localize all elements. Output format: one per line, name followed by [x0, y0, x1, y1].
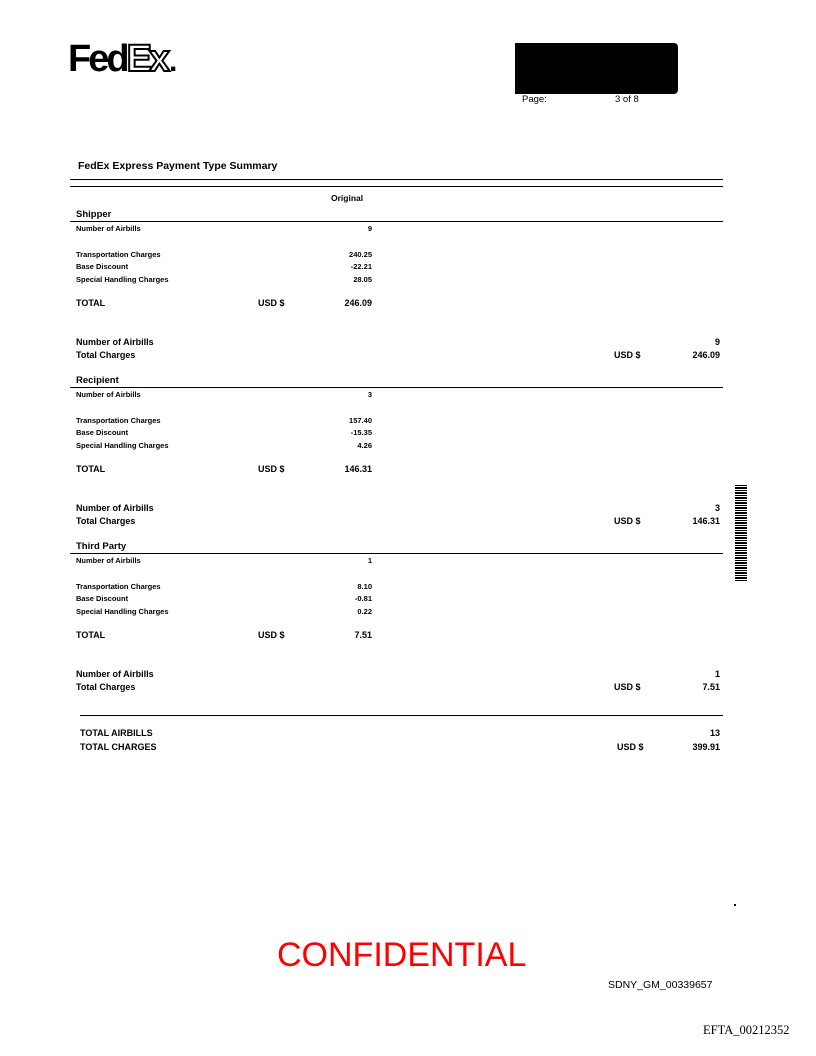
speck: [734, 904, 736, 906]
total-currency: USD $: [258, 630, 285, 640]
divider: [70, 186, 723, 187]
total-airbills-value: 13: [709, 728, 720, 738]
base-discount-value: -0.81: [354, 594, 372, 603]
section-title: Shipper: [76, 209, 112, 220]
efta-number: EFTA_00212352: [703, 1023, 790, 1037]
barcode-image: [735, 485, 747, 581]
special-handling-value: 4.26: [357, 441, 372, 450]
total-currency: USD $: [258, 298, 285, 308]
section-title: Third Party: [76, 541, 127, 552]
special-handling-label: Special Handling Charges: [76, 275, 169, 284]
summary-currency: USD $: [614, 682, 641, 692]
column-header-original: Original: [331, 193, 364, 203]
transport-label: Transportation Charges: [76, 250, 161, 259]
transport-value: 157.40: [349, 416, 372, 425]
total-charges-currency: USD $: [617, 742, 644, 752]
summary-airbills-label: Number of Airbills: [76, 669, 154, 679]
base-discount-value: -15.35: [350, 428, 372, 437]
transport-value: 240.25: [349, 250, 372, 259]
section-divider: [70, 221, 723, 222]
summary-currency: USD $: [614, 350, 641, 360]
summary-charges-value: 146.31: [692, 516, 720, 526]
bates-number: SDNY_GM_00339657: [608, 979, 713, 991]
special-handling-value: 28.05: [353, 275, 372, 284]
summary-airbills-value: 3: [714, 503, 720, 513]
summary-charges-value: 7.51: [702, 682, 720, 692]
summary-airbills-value: 9: [714, 337, 720, 347]
base-discount-label: Base Discount: [76, 262, 129, 271]
special-handling-label: Special Handling Charges: [76, 441, 169, 450]
section-divider: [70, 553, 723, 554]
special-handling-value: 0.22: [357, 607, 372, 616]
transport-label: Transportation Charges: [76, 416, 161, 425]
page-number: 3 of 8: [615, 94, 639, 105]
transport-value: 8.10: [357, 582, 372, 591]
redaction-box: [515, 43, 678, 94]
total-value: 246.09: [344, 298, 372, 308]
total-label: TOTAL: [76, 630, 106, 640]
summary-charges-label: Total Charges: [76, 682, 136, 692]
total-value: 146.31: [344, 464, 372, 474]
special-handling-label: Special Handling Charges: [76, 607, 169, 616]
total-value: 7.51: [354, 630, 372, 640]
total-charges-label: TOTAL CHARGES: [80, 742, 157, 752]
summary-charges-label: Total Charges: [76, 516, 136, 526]
num-airbills-value: 9: [367, 224, 372, 233]
page-label: Page:: [522, 94, 547, 105]
base-discount-label: Base Discount: [76, 594, 129, 603]
summary-charges-value: 246.09: [692, 350, 720, 360]
num-airbills-label: Number of Airbills: [76, 556, 141, 565]
summary-title: FedEx Express Payment Type Summary: [78, 160, 278, 172]
base-discount-label: Base Discount: [76, 428, 129, 437]
num-airbills-label: Number of Airbills: [76, 390, 141, 399]
summary-currency: USD $: [614, 516, 641, 526]
section-title: Recipient: [76, 375, 119, 386]
base-discount-value: -22.21: [350, 262, 372, 271]
section-divider: [70, 387, 723, 388]
summary-charges-label: Total Charges: [76, 350, 136, 360]
total-charges-value: 399.91: [692, 742, 720, 752]
confidential-stamp: CONFIDENTIAL: [277, 936, 527, 974]
num-airbills-label: Number of Airbills: [76, 224, 141, 233]
num-airbills-value: 3: [367, 390, 372, 399]
total-currency: USD $: [258, 464, 285, 474]
summary-airbills-value: 1: [714, 669, 720, 679]
num-airbills-value: 1: [367, 556, 372, 565]
transport-label: Transportation Charges: [76, 582, 161, 591]
summary-airbills-label: Number of Airbills: [76, 503, 154, 513]
divider: [70, 179, 723, 180]
total-label: TOTAL: [76, 298, 106, 308]
total-label: TOTAL: [76, 464, 106, 474]
grand-total-divider: [80, 715, 723, 716]
summary-airbills-label: Number of Airbills: [76, 337, 154, 347]
total-airbills-label: TOTAL AIRBILLS: [80, 728, 153, 738]
fedex-logo: FedEx.: [68, 38, 178, 80]
